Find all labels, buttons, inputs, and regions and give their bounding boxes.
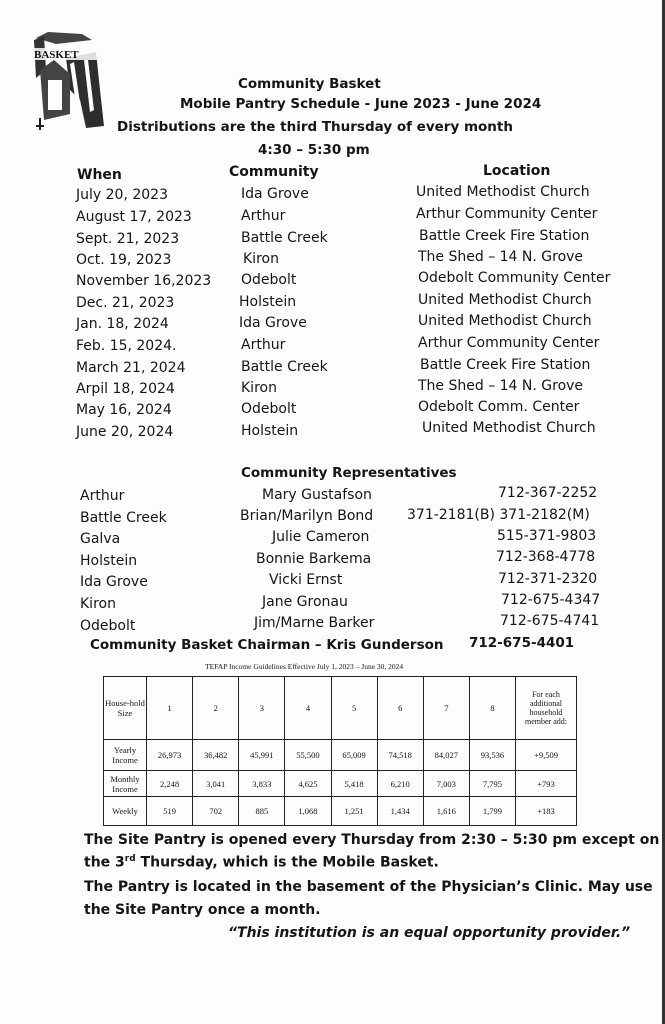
schedule-title: Mobile Pantry Schedule - June 2023 - June 2024 <box>180 96 542 112</box>
rep-name: Jim/Marne Barker <box>254 615 375 631</box>
row-community: Odebolt <box>241 401 297 417</box>
footer-line-2-post: Thursday, which is the Mobile Basket. <box>135 854 439 871</box>
row-when: August 17, 2023 <box>76 209 192 225</box>
tefap-income-table <box>103 676 577 826</box>
table-header-row <box>104 677 577 740</box>
svg-text:BASKET: BASKET <box>34 49 79 61</box>
row-location: United Methodist Church <box>418 313 592 329</box>
row-community: Odebolt <box>241 272 297 288</box>
size-cell: 1 <box>147 677 193 740</box>
table-cell: 26,973 <box>147 740 193 771</box>
community-basket-logo <box>26 30 108 130</box>
rep-town: Arthur <box>80 488 125 504</box>
distribution-note: Distributions are the third Thursday of every month <box>117 119 513 135</box>
rep-name: Vicki Ernst <box>269 572 343 588</box>
table-cell: 1,251 <box>331 797 377 826</box>
rep-town: Galva <box>80 531 121 547</box>
row-location: Odebolt Community Center <box>418 270 611 286</box>
size-cell: 4 <box>285 677 331 740</box>
row-when: Jan. 18, 2024 <box>76 316 169 332</box>
table-cell: 1,616 <box>423 797 469 826</box>
tefap-title: TEFAP Income Guidelines Effective July 1, 2023 – June 30, 2024 <box>205 662 404 671</box>
row-label: Weekly <box>104 797 147 826</box>
table-cell: 7,003 <box>423 770 469 797</box>
table-cell: 3,041 <box>193 770 239 797</box>
rep-name: Julie Cameron <box>272 529 370 545</box>
size-cell: 2 <box>193 677 239 740</box>
row-location: Battle Creek Fire Station <box>419 228 590 244</box>
table-cell: 1,799 <box>469 797 515 826</box>
distribution-time: 4:30 – 5:30 pm <box>258 142 370 158</box>
footer-line-4: the Site Pantry once a month. <box>84 902 321 918</box>
table-cell: +793 <box>516 770 577 797</box>
rep-phone: 371-2181(B) 371-2182(M) <box>407 507 590 523</box>
table-row <box>104 770 577 797</box>
table-cell: 45,991 <box>239 740 285 771</box>
table-cell: 702 <box>193 797 239 826</box>
row-location: United Methodist Church <box>418 292 592 308</box>
row-label: Monthly Income <box>104 770 147 797</box>
row-community: Holstein <box>239 294 297 310</box>
table-cell: 885 <box>239 797 285 826</box>
org-title: Community Basket <box>238 76 381 92</box>
col-when: When <box>77 167 122 183</box>
row-when: Sept. 21, 2023 <box>76 231 180 247</box>
household-size-header: House-hold Size <box>104 677 147 740</box>
rep-phone: 712-367-2252 <box>498 485 598 501</box>
footer-line-3: The Pantry is located in the basement of the Physician’s Clinic. May use <box>84 879 653 895</box>
row-when: May 16, 2024 <box>76 402 172 418</box>
table-cell: 74,518 <box>377 740 423 771</box>
rep-town: Ida Grove <box>80 574 148 590</box>
footer-line-2-pre: the 3 <box>84 854 125 871</box>
row-community: Ida Grove <box>239 315 307 331</box>
row-when: Feb. 15, 2024. <box>76 338 177 354</box>
table-row <box>104 740 577 771</box>
table-cell: 1,434 <box>377 797 423 826</box>
rep-phone: 712-371-2320 <box>498 571 598 587</box>
size-cell: 8 <box>469 677 515 740</box>
rep-name: Mary Gustafson <box>262 487 372 503</box>
footer-line-1: The Site Pantry is opened every Thursday from 2:30 – 5:30 pm except on <box>84 832 660 848</box>
table-cell: 65,009 <box>331 740 377 771</box>
ordinal-suffix: rd <box>124 854 136 864</box>
row-location: The Shed – 14 N. Grove <box>418 249 584 265</box>
row-location: Arthur Community Center <box>418 335 600 351</box>
row-location: Odebolt Comm. Center <box>418 399 580 415</box>
row-community: Kiron <box>243 251 279 267</box>
col-location: Location <box>483 163 551 179</box>
row-community: Arthur <box>241 208 286 224</box>
rep-phone: 712-675-4347 <box>501 592 601 608</box>
table-cell: 55,500 <box>285 740 331 771</box>
table-cell: 7,795 <box>469 770 515 797</box>
row-location: Arthur Community Center <box>416 206 598 222</box>
rep-name: Bonnie Barkema <box>256 551 372 567</box>
row-when: Oct. 19, 2023 <box>76 252 172 268</box>
chairman-label: Community Basket Chairman – Kris Gunderson <box>90 637 444 653</box>
table-cell: 3,833 <box>239 770 285 797</box>
rep-name: Jane Gronau <box>262 594 348 610</box>
row-community: Arthur <box>241 337 286 353</box>
size-cell: 5 <box>331 677 377 740</box>
table-cell: 93,536 <box>469 740 515 771</box>
row-community: Holstein <box>241 423 299 439</box>
row-location: United Methodist Church <box>422 420 596 436</box>
table-cell: 84,027 <box>423 740 469 771</box>
size-cell: 7 <box>423 677 469 740</box>
table-cell: 519 <box>147 797 193 826</box>
row-community: Battle Creek <box>241 359 328 375</box>
rep-town: Holstein <box>80 553 138 569</box>
equal-opportunity-statement: “This institution is an equal opportunity provider.” <box>228 925 631 941</box>
row-community: Battle Creek <box>241 230 328 246</box>
row-when: July 20, 2023 <box>76 187 168 203</box>
table-row <box>104 797 577 826</box>
row-when: Arpil 18, 2024 <box>76 381 175 397</box>
rep-phone: 712-675-4741 <box>500 613 600 629</box>
reps-title: Community Representatives <box>241 465 457 481</box>
table-cell: 6,210 <box>377 770 423 797</box>
row-location: United Methodist Church <box>416 184 590 200</box>
row-community: Ida Grove <box>241 186 309 202</box>
row-location: Battle Creek Fire Station <box>420 357 591 373</box>
table-cell: 5,418 <box>331 770 377 797</box>
table-cell: +9,509 <box>516 740 577 771</box>
row-when: Dec. 21, 2023 <box>76 295 175 311</box>
table-cell: +183 <box>516 797 577 826</box>
rep-phone: 712-368-4778 <box>496 549 596 565</box>
size-cell: 6 <box>377 677 423 740</box>
chairman-phone: 712-675-4401 <box>469 635 575 651</box>
size-cell: 3 <box>239 677 285 740</box>
table-cell: 36,482 <box>193 740 239 771</box>
row-when: November 16,2023 <box>76 273 212 289</box>
row-location: The Shed – 14 N. Grove <box>418 378 584 394</box>
table-cell: 1,068 <box>285 797 331 826</box>
rep-town: Battle Creek <box>80 510 167 526</box>
additional-member-header: For each additional household member add: <box>516 677 577 740</box>
row-when: June 20, 2024 <box>76 424 174 440</box>
rep-town: Kiron <box>80 596 116 612</box>
row-label: Yearly Income <box>104 740 147 771</box>
rep-phone: 515-371-9803 <box>497 528 597 544</box>
table-cell: 2,248 <box>147 770 193 797</box>
rep-town: Odebolt <box>80 618 136 634</box>
row-community: Kiron <box>241 380 277 396</box>
footer-line-2 <box>84 854 439 871</box>
row-when: March 21, 2024 <box>76 360 186 376</box>
table-cell: 4,625 <box>285 770 331 797</box>
rep-name: Brian/Marilyn Bond <box>240 508 374 524</box>
col-community: Community <box>229 164 319 180</box>
